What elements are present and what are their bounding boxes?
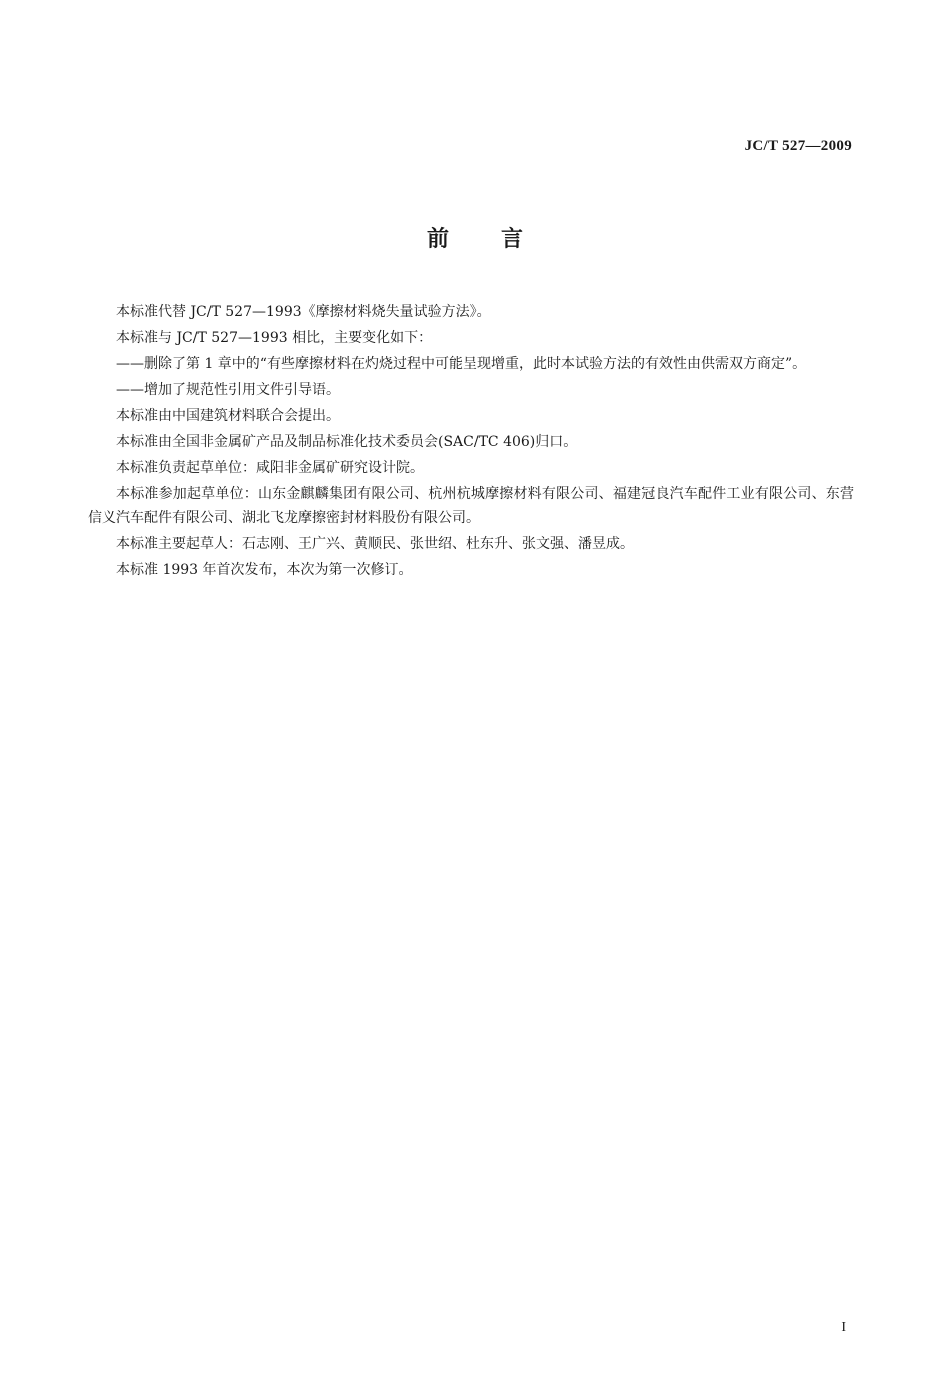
paragraph-change-deleted: ——删除了第 1 章中的“有些摩擦材料在灼烧过程中可能呈现增重，此时本试验方法的有效性由供需双方商定”。 (116, 356, 807, 372)
paragraph-publication-history: 本标准 1993 年首次发布，本次为第一次修订。 (116, 562, 413, 578)
document-code: JC/T 527—2009 (744, 138, 852, 154)
paragraph-replaces: 本标准代替 JC/T 527—1993《摩擦材料烧失量试验方法》。 (116, 304, 491, 320)
paragraph-proposed-by: 本标准由中国建筑材料联合会提出。 (116, 408, 340, 424)
paragraph-changes-intro: 本标准与 JC/T 527—1993 相比，主要变化如下： (116, 330, 433, 346)
foreword-body (88, 300, 854, 584)
paragraph-main-drafters: 本标准主要起草人：石志刚、王广兴、黄顺民、张世绍、杜东升、张文强、潘昱成。 (116, 536, 634, 552)
paragraph-responsible-drafter: 本标准负责起草单位：咸阳非金属矿研究设计院。 (116, 460, 424, 476)
paragraph-participating-drafters: 本标准参加起草单位：山东金麒麟集团有限公司、杭州杭城摩擦材料有限公司、福建冠良汽车配件工业有限公司、东营信义汽车配件有限公司、湖北飞龙摩擦密封材料股份有限公司。 (88, 486, 854, 526)
paragraph-change-added: ——增加了规范性引用文件引导语。 (116, 382, 340, 398)
page-number: I (841, 1320, 846, 1335)
paragraph-centralized-by: 本标准由全国非金属矿产品及制品标准化技术委员会(SAC/TC 406)归口。 (116, 434, 578, 450)
page-title: 前言 (426, 227, 575, 252)
